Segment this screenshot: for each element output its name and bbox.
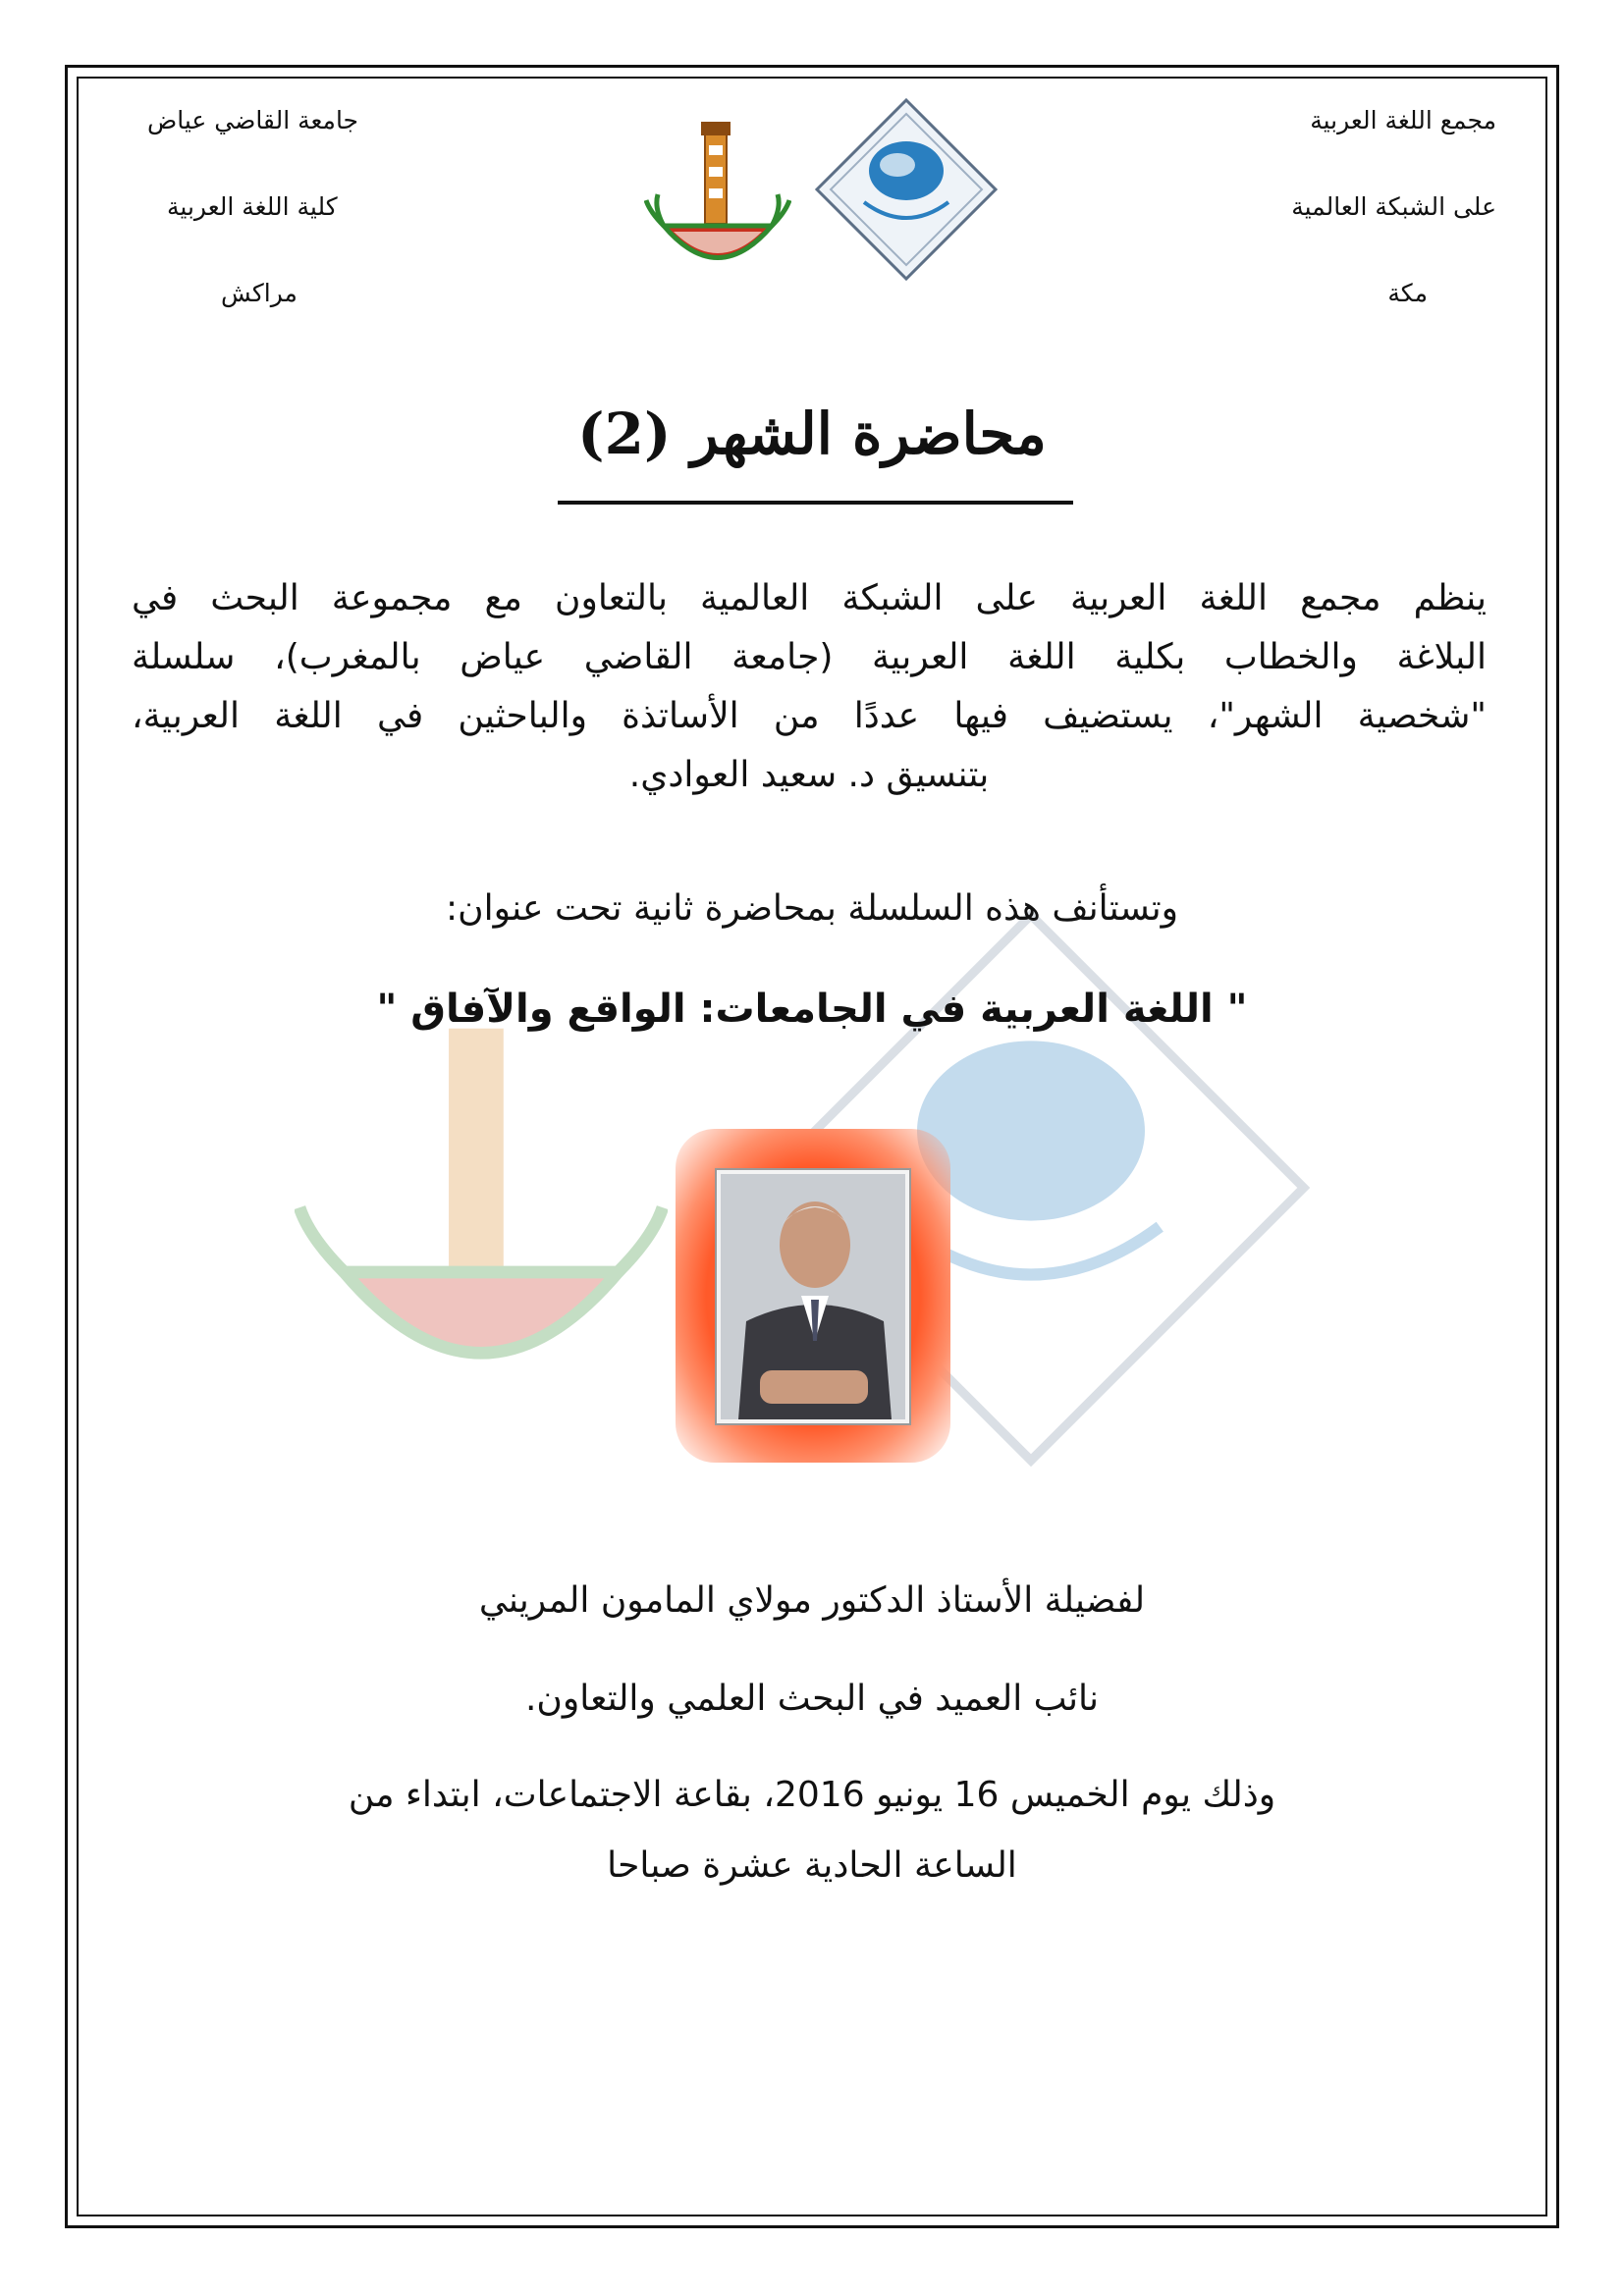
series-line: وتستأنف هذه السلسلة بمحاضرة ثانية تحت عنوان: — [446, 888, 1178, 929]
page-title: محاضرة الشهر (2) — [577, 400, 1047, 467]
person-portrait-icon — [721, 1174, 905, 1419]
title-underline — [558, 501, 1073, 505]
university-watermark-icon — [295, 982, 668, 1414]
header-university-name: جامعة القاضي عياض — [147, 106, 359, 134]
header-university-city: مراكش — [221, 279, 298, 307]
header-academy-name: مجمع اللغة العربية — [1310, 106, 1496, 134]
lecture-title: " اللغة العربية في الجامعات: الواقع والآفاق " — [376, 987, 1248, 1032]
lecturer-role: نائب العميد في البحث العلمي والتعاون. — [524, 1679, 1099, 1719]
intro-line: "شخصية الشهر"، يستضيف فيها عددًا من الأساتذة والباحثين في اللغة العربية، — [132, 696, 1487, 736]
event-date-line: وذلك يوم الخميس 16 يونيو 2016، بقاعة الاجتماعات، ابتداء من — [348, 1775, 1276, 1815]
lecturer-name: لفضيلة الأستاذ الدكتور مولاي المامون المريني — [478, 1580, 1146, 1621]
portrait-glow-frame — [676, 1129, 950, 1463]
event-time-line: الساعة الحادية عشرة صباحا — [607, 1845, 1017, 1886]
header-academy-city: مكة — [1387, 279, 1428, 307]
cadi-ayyad-university-logo-icon — [644, 118, 791, 275]
arabic-academy-logo-icon — [813, 96, 1000, 283]
header-academy-network: على الشبكة العالمية — [1291, 192, 1496, 221]
intro-line: البلاغة والخطاب بكلية اللغة العربية (جامعة القاضي عياض بالمغرب)، سلسلة — [132, 637, 1487, 677]
header-faculty-name: كلية اللغة العربية — [167, 192, 338, 221]
intro-line: ينظم مجمع اللغة العربية على الشبكة العالمية بالتعاون مع مجموعة البحث في — [132, 578, 1487, 618]
intro-line: بتنسيق د. سعيد العوادي. — [628, 755, 990, 795]
intro-paragraph — [132, 569, 1487, 805]
lecturer-portrait — [717, 1170, 909, 1423]
